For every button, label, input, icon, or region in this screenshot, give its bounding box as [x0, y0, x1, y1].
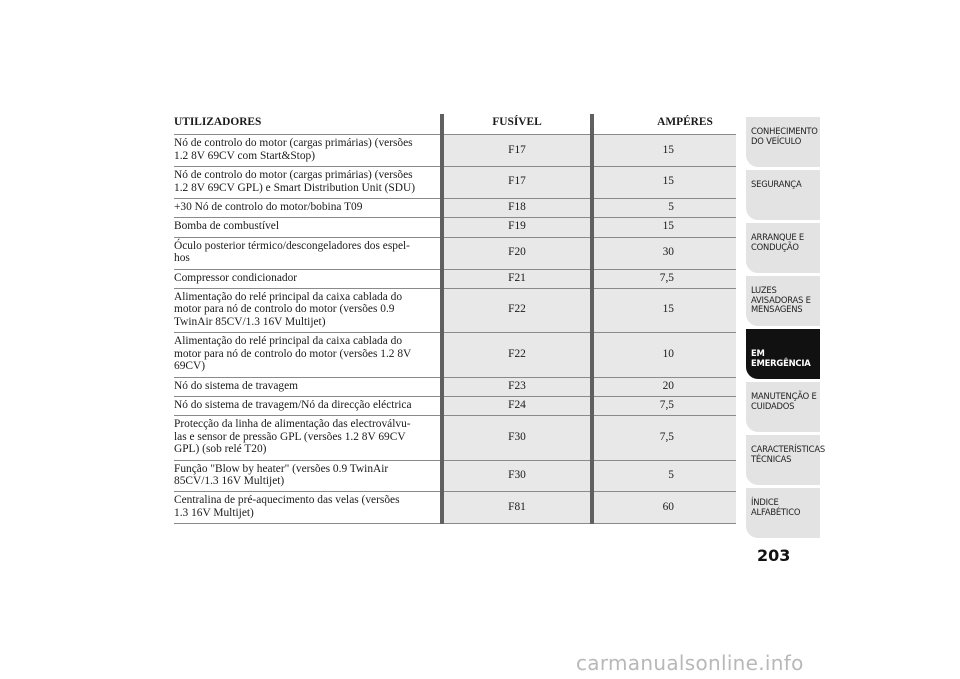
fuse-user-cell: Nó do sistema de travagem/Nó da direcção eléctrica [174, 396, 442, 415]
fuse-user-cell: +30 Nó de controlo do motor/bobina T09 [174, 199, 442, 218]
amperage-cell: 7,5 [592, 396, 736, 415]
amperage-cell: 5 [592, 460, 736, 492]
table-row [174, 269, 736, 288]
amperage-cell: 30 [592, 237, 736, 269]
watermark: carmanualsonline.info [576, 651, 804, 675]
fuse-user-cell: Compressor condicionador [174, 269, 442, 288]
fuse-user-cell: Bomba de combustível [174, 218, 442, 237]
fuse-user-cell: Alimentação do relé principal da caixa cablada do motor para nó de controlo do motor (versões 1.2 8V 69CV) [174, 333, 442, 377]
fuse-user-cell: Óculo posterior térmico/descongeladores dos espel- hos [174, 237, 442, 269]
table-row [174, 460, 736, 492]
table-row [174, 199, 736, 218]
amperage-cell: 15 [592, 167, 736, 199]
table-row [174, 377, 736, 396]
fuse-id-cell: F17 [442, 135, 592, 167]
table-row [174, 135, 736, 167]
fuse-id-cell: F22 [442, 289, 592, 333]
table-row [174, 492, 736, 524]
amperage-cell: 7,5 [592, 416, 736, 460]
header-fuse: FUSÍVEL [442, 114, 592, 135]
tab-section-2[interactable]: SEGURANÇA [746, 170, 820, 220]
fuse-id-cell: F81 [442, 492, 592, 524]
tab-section-4[interactable]: LUZES AVISADORAS E MENSAGENS [746, 276, 820, 326]
table-row [174, 289, 736, 333]
fuse-id-cell: F24 [442, 396, 592, 415]
header-users: UTILIZADORES [174, 114, 442, 135]
fuse-id-cell: F30 [442, 416, 592, 460]
section-tabs [746, 117, 825, 541]
amperage-cell: 15 [592, 218, 736, 237]
amperage-cell: 15 [592, 289, 736, 333]
tab-section-8[interactable]: ÍNDICE ALFABÉTICO [746, 488, 820, 538]
tab-section-1[interactable]: CONHECIMENTO DO VEÍCULO [746, 117, 820, 167]
fuse-user-cell: Nó de controlo do motor (cargas primárias) (versões 1.2 8V 69CV com Start&Stop) [174, 135, 442, 167]
header-amperes: AMPÉRES [592, 114, 736, 135]
fuse-table [174, 114, 736, 524]
fuse-id-cell: F23 [442, 377, 592, 396]
fuse-user-cell: Nó de controlo do motor (cargas primárias) (versões 1.2 8V 69CV GPL) e Smart Distribution Unit (SDU) [174, 167, 442, 199]
amperage-cell: 5 [592, 199, 736, 218]
fuse-id-cell: F19 [442, 218, 592, 237]
table-row [174, 396, 736, 415]
table-row [174, 333, 736, 377]
amperage-cell: 15 [592, 135, 736, 167]
fuse-id-cell: F30 [442, 460, 592, 492]
fuse-user-cell: Centralina de pré-aquecimento das velas (versões 1.3 16V Multijet) [174, 492, 442, 524]
table-row [174, 416, 736, 460]
table-header-row [174, 114, 736, 135]
amperage-cell: 60 [592, 492, 736, 524]
tab-section-5[interactable]: EM EMERGÊNCIA [746, 329, 820, 379]
fuse-id-cell: F22 [442, 333, 592, 377]
fuse-id-cell: F20 [442, 237, 592, 269]
page-number: 203 [757, 546, 791, 565]
fuse-id-cell: F17 [442, 167, 592, 199]
table-row [174, 218, 736, 237]
table-body [174, 135, 736, 524]
fuse-id-cell: F18 [442, 199, 592, 218]
fuse-user-cell: Alimentação do relé principal da caixa cablada do motor para nó de controlo do motor (versões 0.9 TwinAir 85CV/1.3 16V Multijet) [174, 289, 442, 333]
fuse-user-cell: Nó do sistema de travagem [174, 377, 442, 396]
fuse-id-cell: F21 [442, 269, 592, 288]
tab-section-6[interactable]: MANUTENÇÃO E CUIDADOS [746, 382, 820, 432]
amperage-cell: 20 [592, 377, 736, 396]
tab-section-7[interactable]: CARACTERÍSTICAS TÉCNICAS [746, 435, 820, 485]
table-row [174, 167, 736, 199]
fuse-user-cell: Protecção da linha de alimentação das electroválvu- las e sensor de pressão GPL (versões 1.2 8V 69CV GPL) (sob relé T20) [174, 416, 442, 460]
fuse-user-cell: Função "Blow by heater" (versões 0.9 TwinAir 85CV/1.3 16V Multijet) [174, 460, 442, 492]
amperage-cell: 7,5 [592, 269, 736, 288]
tab-section-3[interactable]: ARRANQUE E CONDUÇÃO [746, 223, 820, 273]
amperage-cell: 10 [592, 333, 736, 377]
table-row [174, 237, 736, 269]
